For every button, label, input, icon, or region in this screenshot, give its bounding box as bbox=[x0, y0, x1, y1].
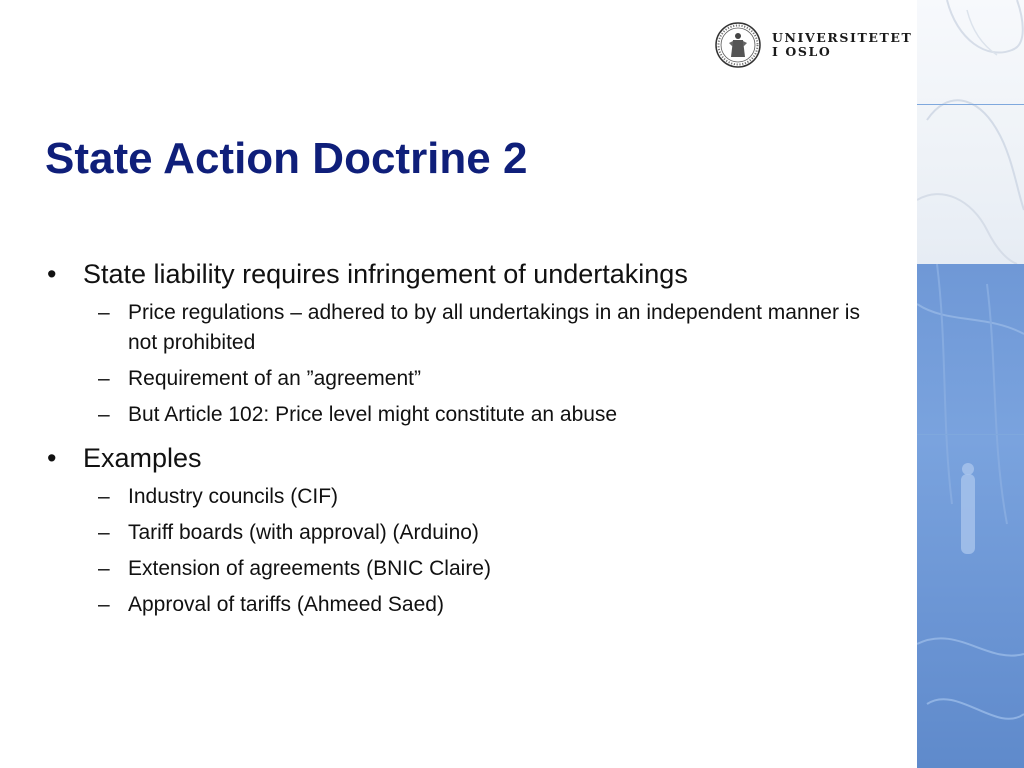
statue-sketch-bottom bbox=[917, 264, 1024, 768]
bullet-item bbox=[45, 438, 885, 478]
dash-icon: – bbox=[98, 403, 110, 426]
sub-bullet-item bbox=[45, 400, 885, 430]
sub-bullet-text: Requirement of an ”agreement” bbox=[128, 367, 421, 390]
university-logo bbox=[714, 21, 913, 71]
slide-title: State Action Doctrine 2 bbox=[45, 134, 528, 183]
dash-icon: – bbox=[98, 521, 110, 544]
slide-content bbox=[45, 254, 885, 628]
sub-bullet-text: But Article 102: Price level might constitute an abuse bbox=[128, 403, 618, 426]
strip-divider-1 bbox=[917, 104, 1024, 105]
dash-icon: – bbox=[98, 557, 110, 580]
decorative-statue-panel-top bbox=[917, 0, 1024, 264]
strip-divider-2 bbox=[917, 434, 1024, 435]
sub-bullet-text: Price regulations – adhered to by all undertakings in an independent manner is not prohibited bbox=[128, 301, 860, 354]
sub-bullet-text: Industry councils (CIF) bbox=[128, 485, 339, 508]
university-name-line2: I OSLO bbox=[772, 44, 832, 59]
bullet-group-1 bbox=[45, 254, 885, 430]
university-name bbox=[772, 31, 912, 59]
sub-bullet-item bbox=[45, 482, 885, 512]
bullet-item bbox=[45, 254, 885, 294]
sub-bullet-item bbox=[45, 554, 885, 584]
sub-bullet-item bbox=[45, 364, 885, 394]
decorative-statue-panel-bottom bbox=[917, 264, 1024, 768]
dash-icon: – bbox=[98, 485, 110, 508]
sub-bullet-text: Approval of tariffs (Ahmeed Saed) bbox=[128, 593, 444, 616]
bullet-text: State liability requires infringement of undertakings bbox=[83, 259, 688, 289]
bullet-icon: • bbox=[47, 443, 57, 473]
university-name-line1: UNIVERSITETET bbox=[772, 30, 913, 45]
sub-bullet-item bbox=[45, 518, 885, 548]
sub-bullet-text: Extension of agreements (BNIC Claire) bbox=[128, 557, 491, 580]
dash-icon: – bbox=[98, 301, 110, 324]
bullet-group-2 bbox=[45, 438, 885, 620]
sub-bullet-item bbox=[45, 298, 885, 358]
sub-bullet-list bbox=[45, 482, 885, 620]
sub-bullet-item bbox=[45, 590, 885, 620]
dash-icon: – bbox=[98, 367, 110, 390]
bullet-text: Examples bbox=[83, 443, 202, 473]
university-seal-icon bbox=[714, 21, 762, 69]
dash-icon: – bbox=[98, 593, 110, 616]
sub-bullet-list bbox=[45, 298, 885, 430]
sub-bullet-text: Tariff boards (with approval) (Arduino) bbox=[128, 521, 479, 544]
statue-sketch-top bbox=[917, 0, 1024, 264]
bullet-icon: • bbox=[47, 259, 57, 289]
